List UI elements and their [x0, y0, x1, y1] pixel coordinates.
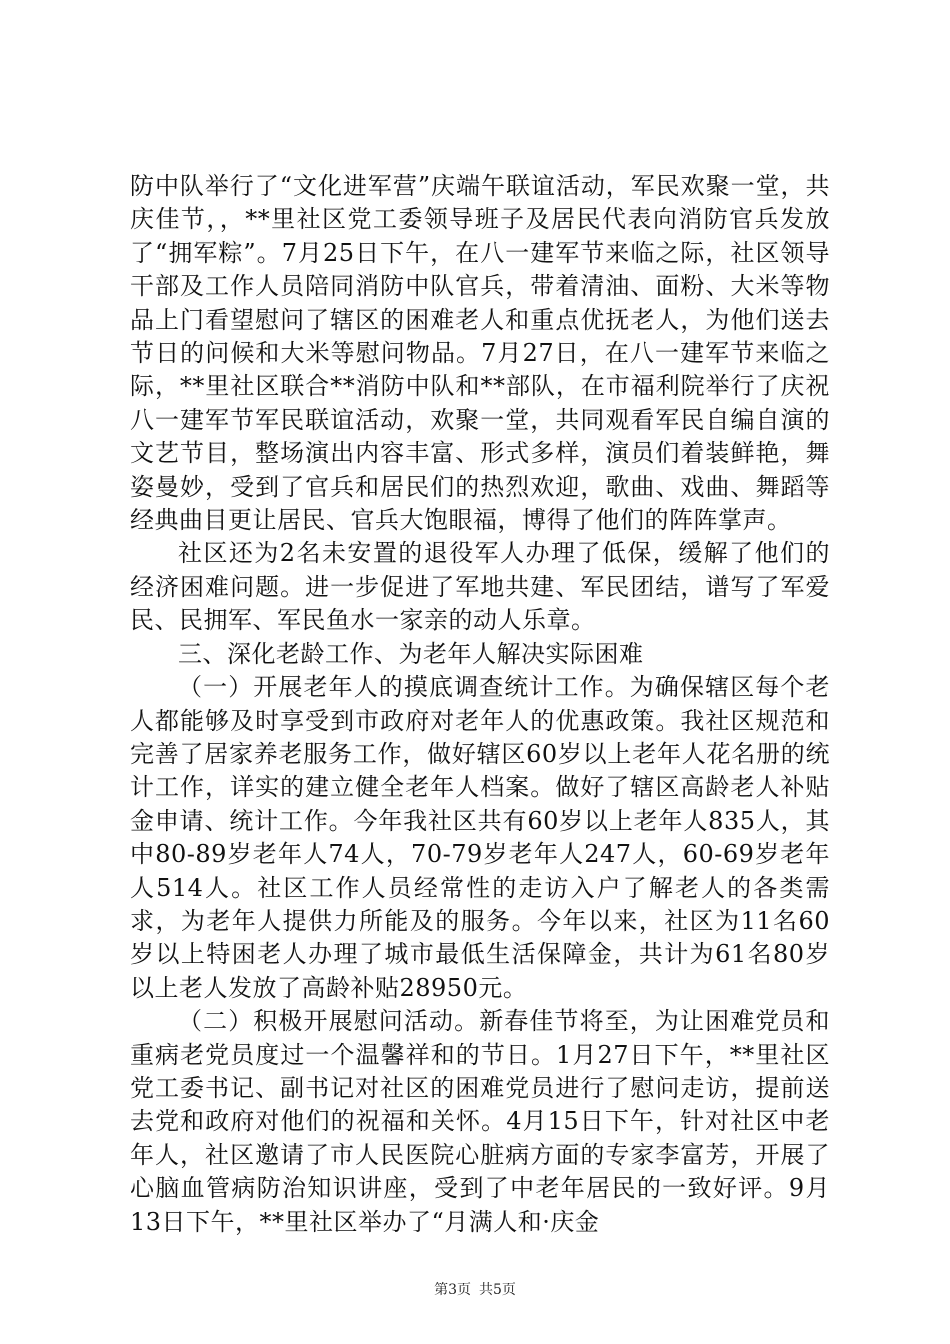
paragraph-2: 社区还为2名未安置的退役军人办理了低保，缓解了他们的经济困难问题。进一步促进了军地共建、军民团结，谱写了军爱民、民拥军、军民鱼水一家亲的动人乐章。 [130, 539, 830, 635]
page-footer [0, 1279, 950, 1299]
paragraph-5: （二）积极开展慰问活动。新春佳节将至，为让困难党员和重病老党员度过一个温馨祥和的节日。1月27日下午，**里社区党工委书记、副书记对社区的困难党员进行了慰问走访，提前送去党和政府对他们的祝福和关怀。4月15日下午，针对社区中老年人，社区邀请了市人民医院心脏病方面的专家李富芳，开展了心脑血管病防治知识讲座，受到了中老年居民的一致好评。9月13日下午，**里社区举办了“月满人和·庆金 [130, 1007, 830, 1236]
page-number: 第3页 [434, 1282, 471, 1298]
page-total: 共5页 [479, 1282, 516, 1298]
paragraph-1: 防中队举行了“文化进军营”庆端午联谊活动，军民欢聚一堂，共庆佳节，，**里社区党工委领导班子及居民代表向消防官兵发放了“拥军粽”。7月25日下午，在八一建军节来临之际，社区领导干部及工作人员陪同消防中队官兵，带着清油、面粉、大米等物品上门看望慰问了辖区的困难老人和重点优抚老人，为他们送去节日的问候和大米等慰问物品。7月27日，在八一建军节来临之际，**里社区联合**消防中队和**部队，在市福利院举行了庆祝八一建军节军民联谊活动，欢聚一堂，共同观看军民自编自演的文艺节目，整场演出内容丰富、形式多样，演员们着装鲜艳，舞姿曼妙，受到了官兵和居民们的热烈欢迎，歌曲、戏曲、舞蹈等经典曲目更让居民、官兵大饱眼福，博得了他们的阵阵掌声。 [130, 172, 830, 535]
document-body [130, 170, 830, 1239]
section-heading: 三、深化老龄工作、为老年人解决实际困难 [178, 639, 644, 668]
paragraph-4: （一）开展老年人的摸底调查统计工作。为确保辖区每个老人都能够及时享受到市政府对老年人的优惠政策。我社区规范和完善了居家养老服务工作，做好辖区60岁以上老年人花名册的统计工作，详实的建立健全老年人档案。做好了辖区高龄老人补贴金申请、统计工作。今年我社区共有60岁以上老年人835人，其中80-89岁老年人74人，70-79岁老年人247人，60-69岁老年人514人。社区工作人员经常性的走访入户了解老人的各类需求，为老年人提供力所能及的服务。今年以来，社区为11名60岁以上特困老人办理了城市最低生活保障金，共计为61名80岁以上老人发放了高龄补贴28950元。 [130, 673, 830, 1002]
